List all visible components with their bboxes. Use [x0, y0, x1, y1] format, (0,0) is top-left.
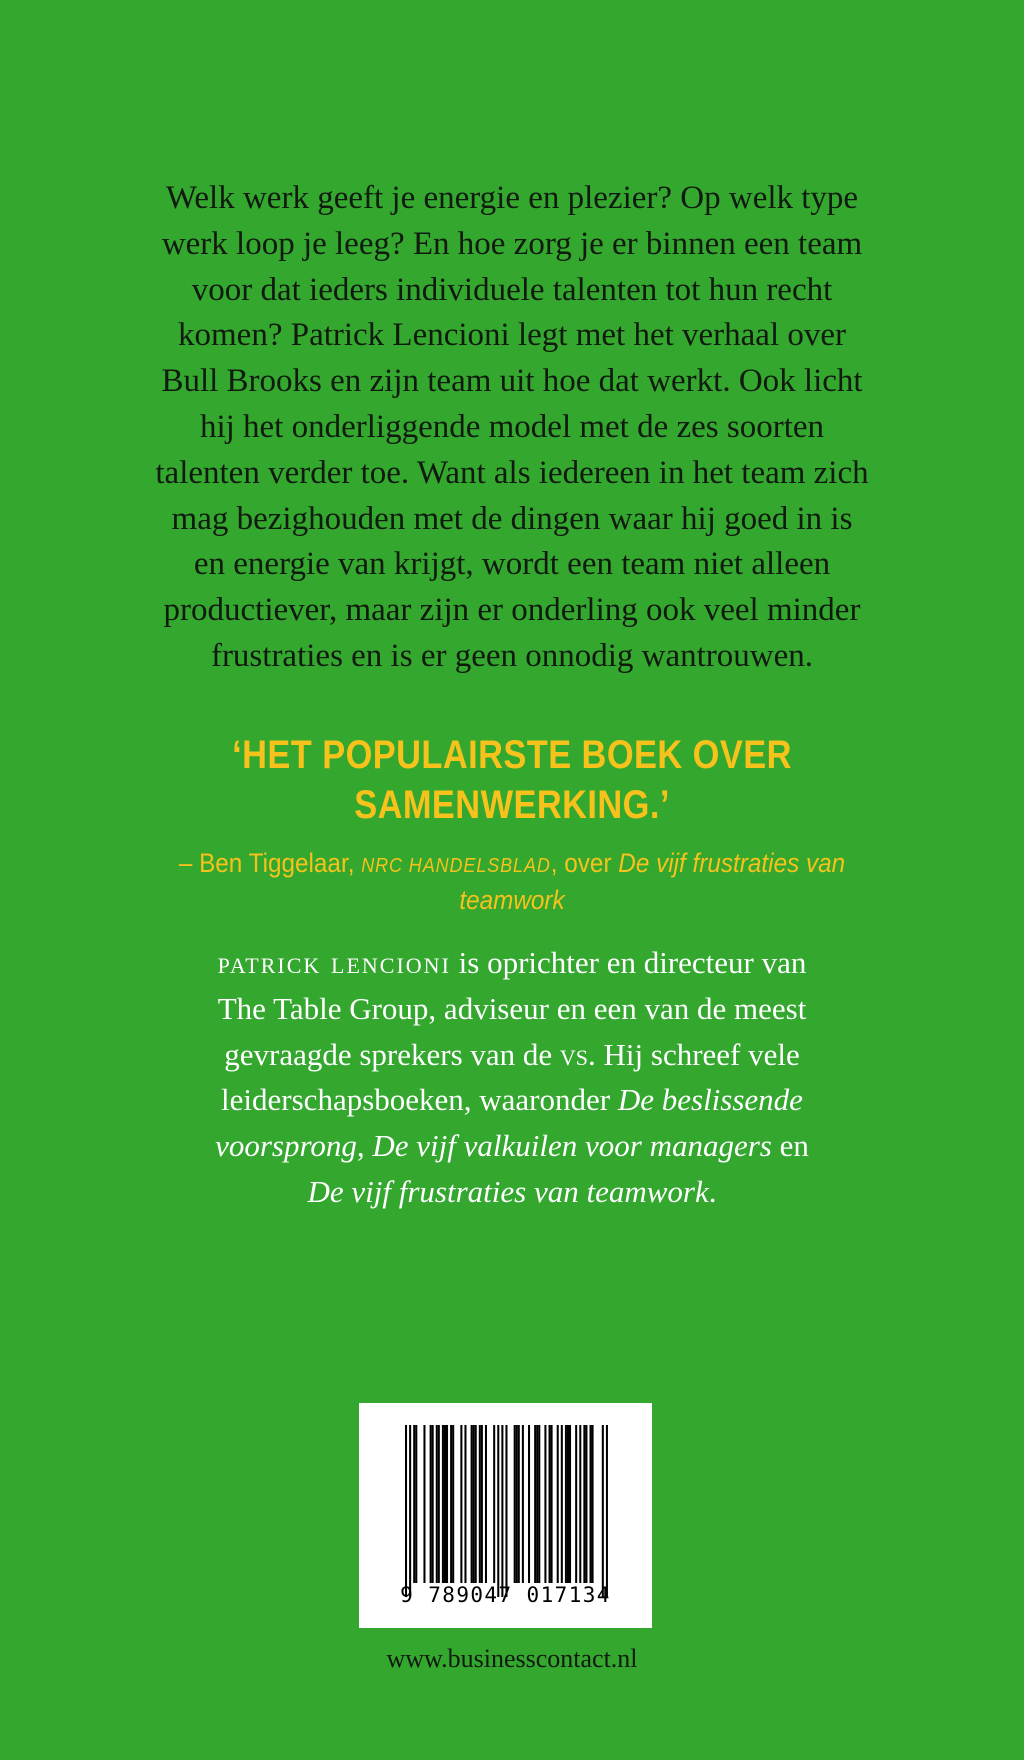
- barcode-bar: [518, 1425, 520, 1583]
- barcode-bar: [585, 1425, 587, 1583]
- quote-line: ‘HET POPULAIRSTE BOEK OVER: [232, 733, 792, 777]
- quote-line: SAMENWERKING.’: [354, 783, 670, 827]
- author-bio-text: ,: [356, 1128, 373, 1164]
- barcode-bar: [561, 1425, 563, 1583]
- author-bio-text: The Table Group, adviseur en een van de meest: [217, 990, 807, 1026]
- barcode-bar: [444, 1425, 446, 1583]
- barcode-bar: [452, 1425, 454, 1583]
- barcode-bar: [583, 1425, 585, 1583]
- author-bio-text: . Hij schreef vele: [588, 1036, 800, 1072]
- barcode-bar: [522, 1425, 524, 1583]
- blurb-line: en energie van krijgt, wordt een team niet alleen: [193, 546, 831, 583]
- barcode-bar: [442, 1425, 444, 1583]
- barcode-bar: [432, 1425, 434, 1583]
- book-title: voorsprong: [215, 1128, 357, 1164]
- barcode-bar: [602, 1425, 604, 1597]
- blurb-line: productiever, maar zijn er onderling ook veel minder: [163, 592, 861, 629]
- country-abbrev: vs: [559, 1036, 589, 1072]
- barcode-bar: [471, 1425, 473, 1583]
- blurb-line: Bull Brooks en zijn team uit hoe dat werkt. Ook licht: [161, 363, 863, 400]
- barcode-bar: [481, 1425, 483, 1583]
- barcode: [359, 1403, 652, 1628]
- barcode-bar: [592, 1425, 594, 1583]
- blurb-line: werk loop je leeg? En hoe zorg je er binnen een team: [161, 225, 863, 262]
- barcode-bar: [514, 1425, 516, 1583]
- barcode-bar: [505, 1425, 507, 1597]
- attribution-middle: , over: [550, 848, 619, 878]
- barcode-bar: [606, 1425, 608, 1597]
- author-bio-text: .: [708, 1173, 717, 1209]
- barcode-bar: [436, 1425, 438, 1583]
- barcode-bar: [569, 1425, 571, 1583]
- blurb-line: Welk werk geeft je energie en plezier? Op welk type: [165, 180, 859, 216]
- barcode-bar: [473, 1425, 475, 1583]
- barcode-bar: [415, 1425, 417, 1583]
- author-bio-text: leiderschapsboeken, waaronder: [221, 1082, 618, 1118]
- review-quote: [158, 730, 867, 830]
- barcode-bar: [590, 1425, 592, 1583]
- author-bio-text: gevraagde sprekers van de: [224, 1036, 560, 1072]
- barcode-bar: [479, 1425, 481, 1583]
- barcode-bar: [485, 1425, 487, 1583]
- attribution-reviewer: – Ben Tiggelaar,: [178, 848, 362, 878]
- barcode-bar: [497, 1425, 499, 1597]
- barcode-bar: [409, 1425, 411, 1597]
- barcode-bar: [501, 1425, 503, 1597]
- blurb-text: [130, 176, 894, 680]
- blurb-line: mag bezighouden met de dingen waar hij goed in is: [171, 500, 853, 537]
- barcode-bar: [475, 1425, 477, 1583]
- barcode-bar: [516, 1425, 518, 1583]
- author-bio-text: is oprichter en directeur van: [450, 945, 807, 980]
- blurb-line: talenten verder toe. Want als iedereen in het team zich: [155, 454, 869, 491]
- barcode-bar: [430, 1425, 432, 1583]
- publisher-website: www.businesscontact.nl: [386, 1644, 638, 1673]
- barcode-bar: [538, 1425, 540, 1583]
- barcode-bar: [551, 1425, 553, 1583]
- blurb-line: frustraties en is er geen onnodig wantrouwen.: [210, 637, 814, 674]
- book-title: De beslissende: [617, 1082, 803, 1118]
- author-bio: [150, 940, 874, 1215]
- barcode-bar: [565, 1425, 567, 1583]
- barcode-bar: [575, 1425, 577, 1583]
- blurb-line: hij het onderliggende model met de zes soorten: [199, 408, 825, 445]
- attribution-publication: NRC HANDELSBLAD: [361, 855, 551, 877]
- barcode-bar: [493, 1425, 495, 1583]
- quote-attribution: [123, 846, 901, 917]
- barcode-bar: [446, 1425, 448, 1583]
- author-name: patrick lencioni: [217, 945, 451, 980]
- barcode-bar: [423, 1425, 425, 1583]
- barcode-bar: [534, 1425, 536, 1583]
- barcode-bar: [579, 1425, 581, 1583]
- barcode-bar: [405, 1425, 407, 1597]
- barcode-bar: [450, 1425, 452, 1583]
- barcode-bar: [438, 1425, 440, 1583]
- barcode-bar: [536, 1425, 538, 1583]
- barcode-bar: [557, 1425, 559, 1583]
- author-bio-text: en: [771, 1128, 809, 1164]
- barcode-bar: [544, 1425, 546, 1583]
- barcode-bar: [460, 1425, 462, 1583]
- blurb-line: voor dat ieders individuele talenten tot hun recht: [191, 271, 833, 308]
- book-title: De vijf valkuilen voor managers: [372, 1128, 772, 1164]
- blurb-line: komen? Patrick Lencioni legt met het verhaal over: [178, 317, 846, 354]
- isbn-digits: 9 789047 017134: [400, 1583, 611, 1607]
- barcode-bar: [464, 1425, 466, 1583]
- barcode-bar: [528, 1425, 530, 1583]
- barcode-bar: [413, 1425, 415, 1583]
- barcode-bar: [549, 1425, 551, 1583]
- book-title: De vijf frustraties van teamwork: [307, 1173, 709, 1209]
- barcode-bar: [567, 1425, 569, 1583]
- attribution-book: De vijf frustraties van teamwork: [459, 848, 846, 915]
